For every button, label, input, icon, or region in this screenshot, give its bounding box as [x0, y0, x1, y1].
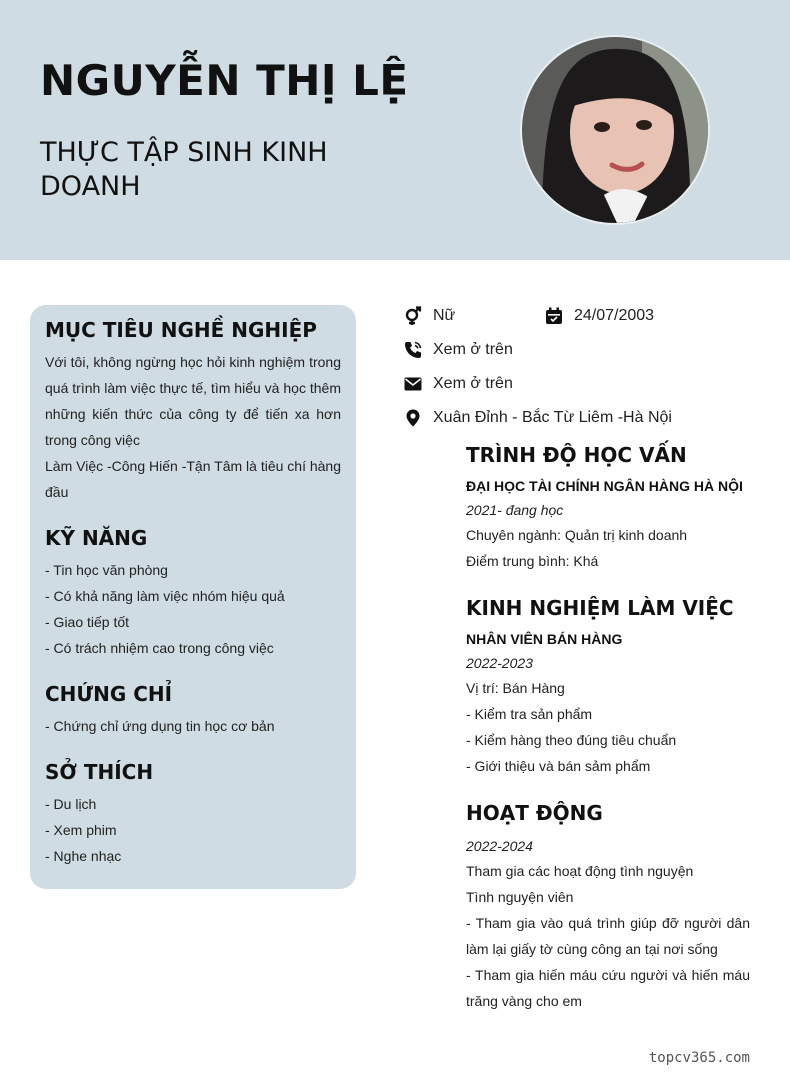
- header-banner: [0, 0, 790, 260]
- education-gpa: Điểm trung bình: Khá: [466, 553, 599, 569]
- gender-value: Nữ: [433, 307, 456, 324]
- experience-position: Vị trí: Bán Hàng: [466, 680, 565, 696]
- objective-paragraph: Làm Việc -Công Hiến -Tận Tâm là tiêu chí hàng đầu: [45, 458, 341, 500]
- job-title: THỰC TẬP SINH KINH DOANH: [40, 137, 328, 202]
- experience-role: NHÂN VIÊN BÁN HÀNG: [466, 631, 623, 647]
- activity-item: - Tham gia vào quá trình giúp đỡ người dân làm lại giấy tờ cùng công an tại nơi sống: [466, 915, 750, 957]
- skill-item: - Có trách nhiệm cao trong công việc: [45, 640, 274, 656]
- profile-photo: [520, 35, 710, 225]
- birthday-value: 24/07/2003: [574, 307, 655, 324]
- experience-task: - Giới thiệu và bán sảm phẩm: [466, 758, 651, 774]
- education-title: TRÌNH ĐỘ HỌC VẤN: [466, 443, 687, 467]
- certificates-title: CHỨNG CHỈ: [45, 682, 173, 706]
- activities-period: 2022-2024: [466, 838, 533, 854]
- activities-org: Tham gia các hoạt động tình nguyện: [466, 863, 694, 879]
- contact-birthday: [544, 302, 654, 330]
- education-major: Chuyên ngành: Quản trị kinh doanh: [466, 527, 688, 543]
- hobby-item: - Du lịch: [45, 796, 97, 812]
- education-section: [466, 442, 750, 574]
- certificate-item: - Chứng chỉ ứng dụng tin học cơ bản: [45, 718, 275, 734]
- phone-value: Xem ở trên: [433, 341, 513, 358]
- contact-phone: [403, 336, 513, 364]
- skills-title: KỸ NĂNG: [45, 526, 148, 550]
- calendar-icon: [544, 306, 564, 326]
- skill-item: - Giao tiếp tốt: [45, 614, 130, 630]
- contact-gender: [403, 302, 455, 330]
- experience-task: - Kiểm hàng theo đúng tiêu chuẩn: [466, 732, 677, 748]
- left-sidebar-card: [30, 305, 356, 889]
- experience-period: 2022-2023: [466, 655, 533, 671]
- experience-task: - Kiểm tra sản phẩm: [466, 706, 593, 722]
- candidate-name: NGUYỄN THỊ LỆ: [40, 56, 409, 105]
- education-period: 2021- đang học: [466, 502, 564, 518]
- contact-email: [403, 370, 513, 398]
- objective-section: [45, 317, 341, 505]
- location-icon: [403, 408, 423, 428]
- experience-title: KINH NGHIỆM LÀM VIỆC: [466, 596, 734, 620]
- hobbies-section: [45, 759, 341, 869]
- address-value: Xuân Đỉnh - Bắc Từ Liêm -Hà Nội: [433, 409, 672, 426]
- experience-section: [466, 595, 750, 779]
- contact-address: [403, 404, 672, 432]
- skill-item: - Có khả năng làm việc nhóm hiệu quả: [45, 588, 285, 604]
- activities-section: [466, 800, 750, 1014]
- certificates-section: [45, 681, 341, 739]
- hobby-item: - Nghe nhạc: [45, 848, 122, 864]
- phone-icon: [403, 340, 423, 360]
- activities-title: HOẠT ĐỘNG: [466, 801, 603, 825]
- email-value: Xem ở trên: [433, 375, 513, 392]
- email-icon: [403, 374, 423, 394]
- skill-item: - Tin học văn phòng: [45, 562, 168, 578]
- gender-icon: [403, 306, 423, 326]
- skills-section: [45, 525, 341, 661]
- hobby-item: - Xem phim: [45, 822, 117, 838]
- footer-brand: topcv365.com: [648, 1050, 750, 1066]
- activities-role: Tình nguyện viên: [466, 889, 574, 905]
- hobbies-title: SỞ THÍCH: [45, 760, 154, 784]
- school-name: ĐẠI HỌC TÀI CHÍNH NGÂN HÀNG HÀ NỘI: [466, 478, 743, 494]
- activity-item: - Tham gia hiến máu cứu người và hiến máu trăng vàng cho em: [466, 967, 750, 1009]
- objective-title: MỤC TIÊU NGHỀ NGHIỆP: [45, 318, 317, 342]
- objective-paragraph: Với tôi, không ngừng học hỏi kinh nghiệm trong quá trình làm việc thực tế, tìm hiểu và học thêm những kiến thức của công ty để tiến xa hơn trong công việc: [45, 354, 341, 448]
